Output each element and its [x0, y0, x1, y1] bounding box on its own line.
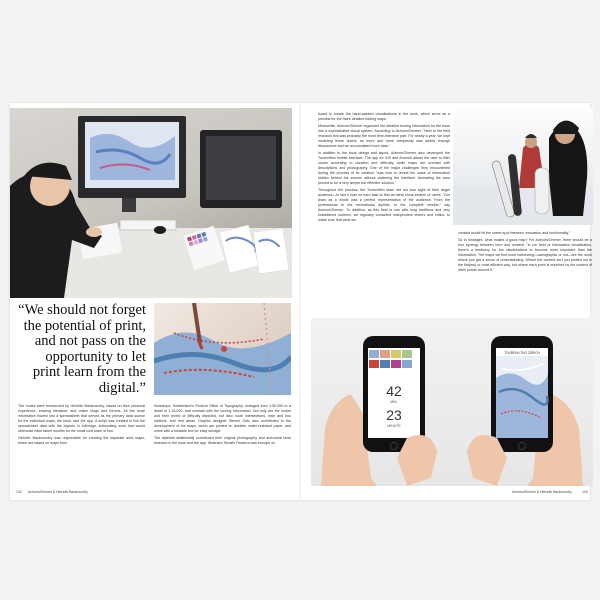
- paragraph: created would hit the sweet spot between innovation and functionality.": [458, 231, 571, 235]
- running-footer-right: Actnom/Zimmer & Helvetic Backcountry: [512, 490, 572, 494]
- paragraph: Meanwhile, Actnom/Zimmer organized the detailed touring information for the book into a sophisticated visual system. According to Actnom/Zimmer, "Next to the field research this was probably the most time-intensive part. For nearly a year, we kept modeling these charts, as more and more complexity was added through discussions and we accumulated more data.": [318, 124, 450, 148]
- page-number-right: 143: [582, 490, 588, 494]
- phone-number: 23: [386, 407, 402, 423]
- photo-designer-at-desk: [10, 108, 292, 298]
- phone-unit: MIN.: [390, 400, 398, 404]
- page-number-left: 142: [16, 490, 22, 494]
- phone-number: 42: [386, 383, 402, 399]
- body-column-1: [18, 404, 145, 448]
- paragraph: The alpinists additionally contributed their original photography and anecdotal texts included in the book and the app. Illustrator Serafin Pazdera was brought on: [154, 436, 291, 445]
- spread-gutter: [299, 103, 301, 500]
- paragraph: board to create the hand-painted visualizations in the book, which serve as a preview for the more detailed folding maps.: [318, 112, 450, 121]
- paragraph: Throughout the process, the Tourenlitho team did not lose sight of their target audience—in fact it was no hard task to find an ideal cross-section of users: "Our team as a whole was a perfect representation of the audience. From the professional to the recreational alpinist, to the complete newbie," say Actnom/Zimmer. "In addition, as this field is one with long traditions and very established routines, we regularly consulted independent testers and critics, to make sure that what we: [318, 188, 450, 222]
- paragraph: So in hindsight, what makes a good map? For Actnom/Zimmer, there should be a true synergy between form and content: "In our field of information visualization, there's a tendency for the visualizations to become more important than the information. The maps we find most interesting—cartographic or not—are the ones where you get a sense of understanding. Where the content isn't just plotted out in the flat(est) or most efficient way, but where each point is enriched by the context of other points around it.": [458, 238, 592, 272]
- photo-app-on-phones: [311, 318, 593, 486]
- body-column-3: [318, 112, 450, 225]
- running-footer-left: Actnom/Zimmer & Helvetic Backcountry: [28, 490, 88, 494]
- photo-hand-painted-map: [154, 303, 291, 395]
- paragraph: The routes were researched by Helvetic Backcountry, based on their personal experience, existing literature, and online blogs and forums. All the route information flowed into a spreadsheet that served as the primary data source for the individual maps, the book, and the app. A script was created to link the spreadsheet data with the layouts in InDesign, automating work that would otherwise have taken months for the small core team of four.: [18, 404, 145, 433]
- phone-unit: MINUTE: [387, 424, 401, 428]
- body-column-4: [458, 231, 592, 275]
- pull-quote: “We should not forget the potential of print, and not pass on the opportunity to let print learn from the digital.”: [18, 302, 146, 396]
- paragraph: Helvetic Backcountry was responsible for creating the separate area maps, which are based on maps from: [18, 436, 145, 445]
- phone-app-title: TOURENLITHO ZÜRICH: [504, 351, 540, 355]
- photo-snowboarders: [453, 108, 593, 225]
- paragraph: In addition to the book design and layout, Actnom/Zimmer also developed the Tourenlitho mobile interface. The app for iOS and Android allows the user to filter routes according to duration and difficulty, while maps are overlaid with descriptions and photography. One of the major challenges they encountered during the process of its creation "was how to reveal the mass of information hidden behind the scenes without cluttering the interface. Animating the area proved to be a very simple but effective solution.": [318, 151, 450, 185]
- paragraph: Swisstopo, Switzerland's Federal Office of Topography, enlarged from 1:50,000 to a detail of 1:15,000, and overlaid with the touring information. Not only are the routes and their levels of difficulty depicted, but also route intersections, train and bus stations, and rest areas. Graphic designer Steven Götz also contributed to the development of the maps, which are printed on durable, water-resistant paper, and come with a foldable box for easy storage.: [154, 404, 291, 433]
- body-column-2: [154, 404, 291, 448]
